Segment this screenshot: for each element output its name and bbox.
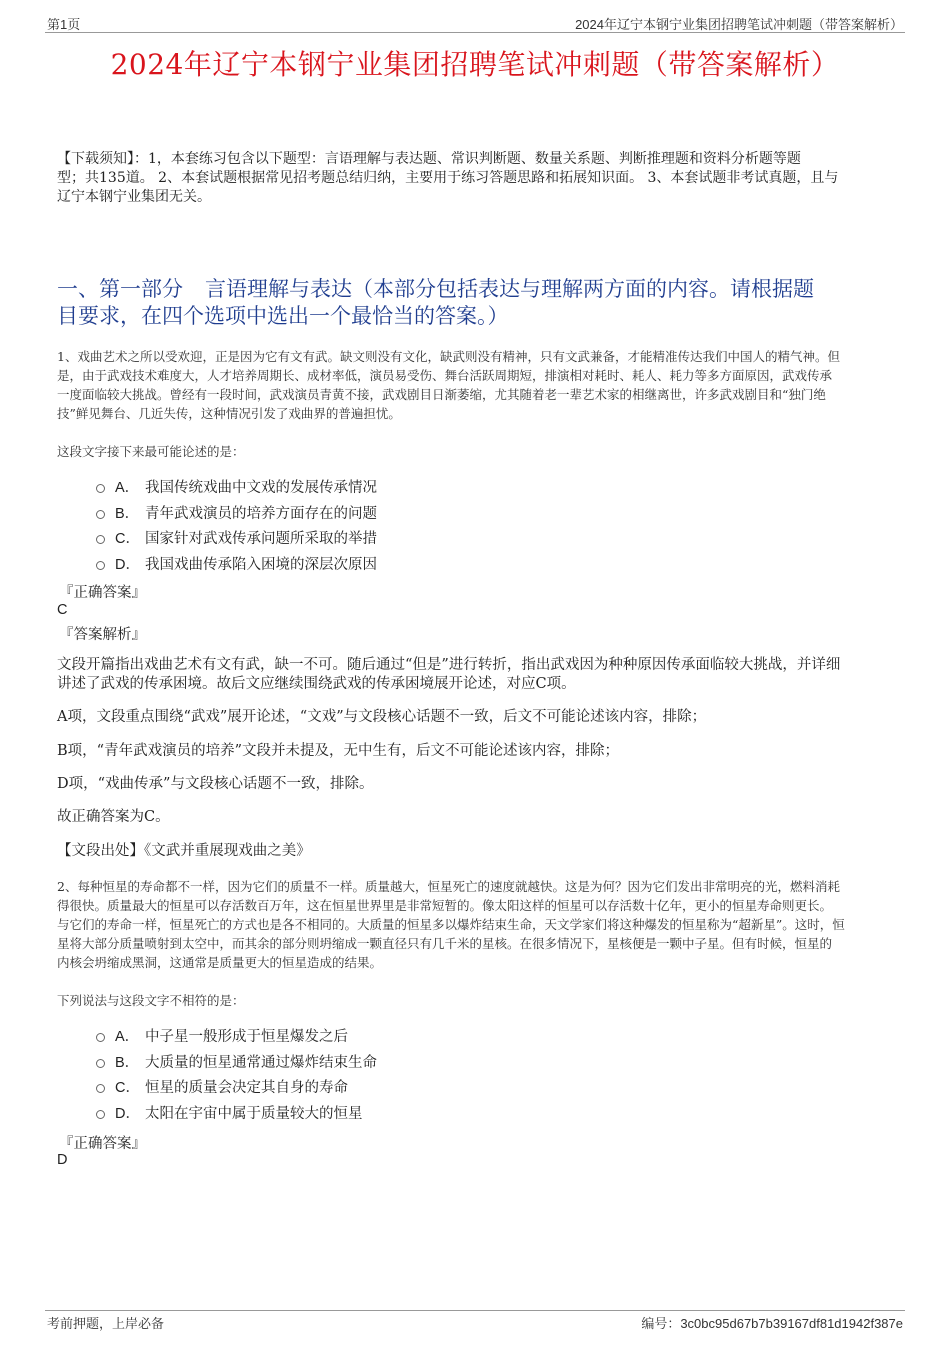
stem-line: 与它们的寿命一样，恒星死亡的方式也是各不相同的。大质量的恒星多以爆炸结束生命，天文学家们将这种爆发的恒星称为“超新星”。这时，恒: [57, 917, 845, 932]
section-heading-line1: 言语理解与表达（本部分包括表达与理解两方面的内容。请根据题: [205, 277, 814, 301]
stem-line: 是，由于武戏技术难度大，人才培养周期长、成材率低，演员易受伤、舞台活跃周期短，排演相对耗时、耗人、耗力等多方面原因，武戏传承: [57, 368, 833, 383]
question-1-ask: 这段文字接下来最可能论述的是：: [57, 444, 245, 459]
radio-icon[interactable]: [96, 484, 105, 493]
stem-line: 星将大部分质量喷射到太空中，而其余的部分则坍缩成一颗直径只有几千米的星核。在很多情况下，星核便是一颗中子星。但有时候，恒星的: [57, 936, 833, 951]
document-code: [641, 1313, 903, 1332]
radio-icon[interactable]: [96, 561, 105, 570]
notice-line: 型；共135道。 2、本套试题根据常见招考题总结归纳，主要用于练习答题思路和拓展知识面。 3、本套试题非考试真题，且与: [57, 170, 839, 186]
stem-line: 内核会坍缩成黑洞，这通常是质量更大的恒星造成的结果。: [57, 955, 383, 970]
radio-icon[interactable]: [96, 1059, 105, 1068]
stem-line: 2、每种恒星的寿命都不一样，因为它们的质量不一样。质量越大，恒星死亡的速度就越快。这是为何？因为它们发出非常明亮的光，燃料消耗: [57, 879, 840, 894]
analysis-paragraph: 故正确答案为C。: [57, 809, 170, 825]
question-2-options: [96, 1023, 377, 1125]
option-d[interactable]: D． 我国戏曲传承陷入困境的深层次原因: [96, 551, 377, 577]
radio-icon[interactable]: [96, 535, 105, 544]
footer-divider: [45, 1310, 905, 1311]
page-number: 第1页: [47, 17, 81, 32]
header-divider: [45, 32, 905, 33]
answer-tag: 『正确答案』: [59, 1136, 146, 1152]
section-heading: [57, 276, 897, 330]
option-c[interactable]: C． 国家针对武戏传承问题所采取的举措: [96, 525, 377, 551]
source-citation: 【文段出处】《文武并重展现戏曲之美》: [57, 843, 311, 859]
radio-icon[interactable]: [96, 1084, 105, 1093]
download-notice: [57, 150, 897, 207]
question-2-ask: 下列说法与这段文字不相符的是：: [57, 993, 245, 1008]
analysis-tag: 『答案解析』: [59, 627, 146, 643]
section-heading-line2: 目要求，在四个选项中选出一个最恰当的答案。）: [57, 304, 509, 328]
option-c[interactable]: C． 恒星的质量会决定其自身的寿命: [96, 1074, 377, 1100]
code-label: 编号：: [641, 1317, 681, 1332]
analysis-paragraph: 文段开篇指出戏曲艺术有文有武，缺一不可。随后通过“但是”进行转折，指出武戏因为种种原因传承面临较大挑战，并详细 讲述了武戏的传承困境。故后文应继续围绕武戏的传承困境展开论述，对应C项。: [57, 657, 841, 692]
stem-line: 1、戏曲艺术之所以受欢迎，正是因为它有文有武。缺文则没有文化，缺武则没有精神，只有文武兼备，才能精准传达我们中国人的精气神。但: [57, 349, 840, 364]
option-a[interactable]: A． 我国传统戏曲中文戏的发展传承情况: [96, 474, 377, 500]
question-2-stem: [57, 877, 897, 972]
question-1-stem: [57, 347, 897, 423]
notice-line: 辽宁本钢宁业集团无关。: [57, 189, 211, 205]
option-b[interactable]: B． 大质量的恒星通常通过爆炸结束生命: [96, 1049, 377, 1075]
option-d[interactable]: D． 太阳在宇宙中属于质量较大的恒星: [96, 1100, 377, 1126]
notice-line: 【下载须知】：1，本套练习包含以下题型：言语理解与表达题、常识判断题、数量关系题、判断推理题和资料分析题等题: [57, 151, 801, 167]
footer-slogan: 考前押题，上岸必备: [47, 1317, 165, 1332]
analysis-paragraph: B项，“青年武戏演员的培养”文段并未提及，无中生有，后文不可能论述该内容，排除；: [57, 743, 619, 759]
stem-line: 一度面临较大挑战。曾经有一段时间，武戏演员青黄不接，武戏剧目日渐萎缩，尤其随着老一辈艺术家的相继离世，许多武戏剧目和“独门绝: [57, 387, 826, 402]
code-value: 3c0bc95d67b7b39167df81d1942f387e: [680, 1316, 903, 1331]
correct-answer: D: [57, 1152, 68, 1168]
stem-line: 得很快。质量最大的恒星可以存活数百万年，这在恒星世界里是非常短暂的。像太阳这样的恒星可以存活数十亿年，更小的恒星寿命则更长。: [57, 898, 833, 913]
radio-icon[interactable]: [96, 1110, 105, 1119]
option-a[interactable]: A． 中子星一般形成于恒星爆发之后: [96, 1023, 377, 1049]
analysis-paragraph: A项，文段重点围绕“武戏”展开论述，“文戏”与文段核心话题不一致，后文不可能论述该内容，排除；: [57, 709, 707, 725]
stem-line: 技”鲜见舞台、几近失传，这种情况引发了戏曲界的普遍担忧。: [57, 406, 401, 421]
header-doc-title: 2024年辽宁本钢宁业集团招聘笔试冲刺题（带答案解析）: [575, 17, 903, 32]
analysis-paragraph: D项，“戏曲传承”与文段核心话题不一致，排除。: [57, 776, 374, 792]
radio-icon[interactable]: [96, 510, 105, 519]
page-title: 2024年辽宁本钢宁业集团招聘笔试冲刺题（带答案解析）: [110, 48, 840, 81]
section-prefix: 一、第一部分: [57, 277, 183, 301]
question-1-options: [96, 474, 377, 576]
radio-icon[interactable]: [96, 1033, 105, 1042]
option-b[interactable]: B． 青年武戏演员的培养方面存在的问题: [96, 500, 377, 526]
answer-tag: 『正确答案』: [59, 585, 146, 601]
correct-answer: C: [57, 602, 68, 618]
